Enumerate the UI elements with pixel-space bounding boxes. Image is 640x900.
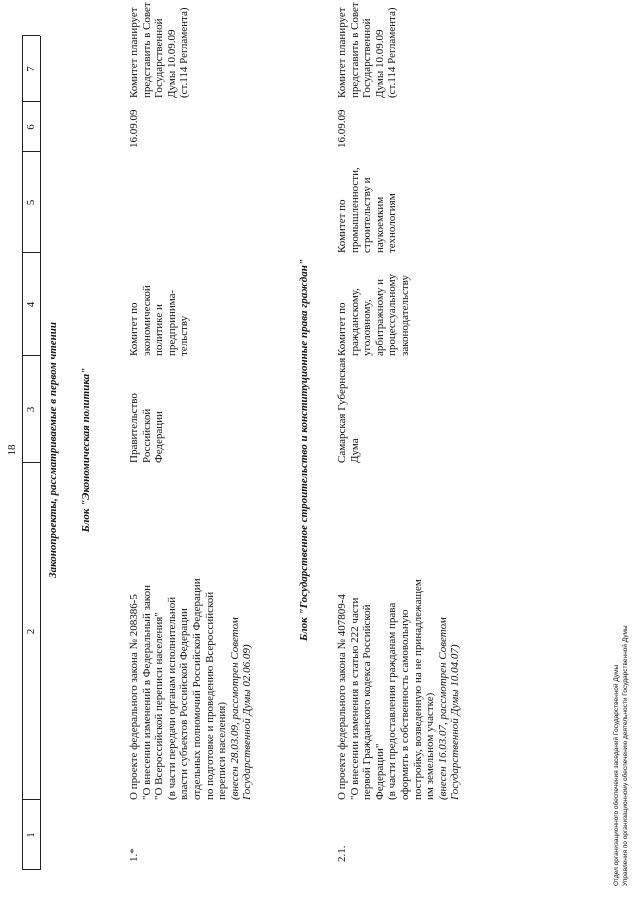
header-cell-1: 1 (25, 832, 37, 838)
section-title: Законопроекты, рассматриваемые в первом чтении (47, 322, 59, 578)
committee-line: экономической (140, 285, 153, 356)
note-line: Комитет планирует (128, 7, 140, 98)
description-line: оформить в собственность самовольную (398, 609, 411, 800)
note-line: Думы 10.09.09 (373, 29, 386, 98)
header-cell-7: 7 (25, 66, 37, 72)
row-description (128, 578, 254, 800)
co-committee-line: промышленности, (348, 167, 361, 253)
row-description (336, 579, 462, 800)
footer-line: Управления по организационному обеспечению деятельности Государственной Думы (622, 625, 629, 886)
note-line: Комитет планирует (336, 7, 348, 98)
committee-line: политике и (153, 304, 166, 356)
header-cell-2: 2 (25, 628, 37, 635)
row-number: 1.* (128, 848, 140, 862)
note-line: (ст.114 Регламента) (386, 7, 399, 98)
block-title-state-building: Блок "Государственное строительство и конституционные права граждан" (298, 259, 310, 641)
committee-line: тельству (178, 315, 191, 356)
header-cell-3: 3 (25, 406, 37, 413)
co-committee-line: Комитет по (336, 199, 348, 253)
committee-line: гражданскому, (348, 288, 361, 356)
submitted-line: Государственной Думы 10.04.07) (449, 644, 462, 800)
header-cell-5: 5 (25, 199, 37, 206)
note-line: Государственной (361, 18, 374, 98)
note-line: представить в Совет (140, 2, 153, 98)
description-line: первой Гражданского кодекса Российской (361, 604, 374, 800)
header-cell-4: 4 (25, 301, 37, 308)
description-line: власти субъектов Российской Федерации (178, 608, 191, 800)
committee-line: законодательству (398, 275, 411, 356)
page-footer (612, 625, 630, 886)
row-date: 16.09.09 (128, 109, 140, 148)
initiator-line: Правительство (128, 393, 140, 463)
description-line: по подготовке и проведению Всероссийской (203, 591, 216, 800)
submitted-line: Государственной Думы 02.06.09) (241, 644, 254, 800)
description-line: им земельном участке) (424, 692, 437, 800)
submitted-line: (внесен 28.03.09, рассмотрен Советом (228, 617, 241, 800)
row-committee (128, 285, 191, 356)
row-note (336, 2, 399, 98)
description-line: отдельных полномочий Российской Федерации (190, 578, 203, 800)
committee-line: предпринима- (165, 289, 178, 356)
row-initiator (336, 358, 361, 463)
note-line: Государственной (153, 18, 166, 98)
row-note (128, 2, 191, 98)
note-line: Думы 10.09.09 (165, 29, 178, 98)
row-initiator (128, 393, 166, 463)
description-line: (в части передачи органам исполнительной (165, 596, 178, 800)
header-cell-6: 6 (25, 124, 37, 130)
page-number: 18 (6, 444, 18, 456)
block-title-economic-policy: Блок "Экономическая политика" (80, 367, 92, 533)
description-line: постройку, возведенную на не принадлежащем (411, 579, 424, 800)
description-line: "О Всероссийской переписи населения" (153, 612, 166, 800)
note-line: представить в Совет (348, 2, 361, 98)
row-co-committee (336, 167, 399, 253)
initiator-line: Дума (348, 438, 361, 463)
description-line: "О внесении изменения в статью 222 части (348, 597, 361, 800)
row-date: 16.09.09 (336, 109, 348, 148)
committee-line: Комитет по (128, 302, 140, 356)
note-line: (ст.114 Регламента) (178, 7, 191, 98)
committee-line: процессуальному (386, 273, 399, 356)
committee-line: уголовному, (361, 299, 374, 356)
description-line: "О внесении изменений в Федеральный закон (140, 585, 153, 800)
committee-line: арбитражному и (373, 278, 386, 356)
co-committee-line: строительству и (361, 177, 374, 253)
initiator-line: Самарская Губернская (336, 357, 348, 463)
committee-line: Комитет по (336, 302, 348, 356)
description-line: О проекте федерального закона № 208386-5 (128, 594, 140, 800)
row-number: 2.1. (336, 845, 348, 862)
co-committee-line: наукоемким (373, 196, 386, 253)
submitted-line: (внесен 16.03.07, рассмотрен Советом (436, 617, 449, 800)
footer-line: Отдел организационного обеспечения заседаний Государственной Думы (613, 664, 620, 886)
description-line: (в части предоставления гражданам права (386, 602, 399, 800)
description-line: переписи населения) (216, 702, 229, 800)
description-line: О проекте федерального закона № 407809-4 (336, 594, 348, 800)
co-committee-line: технологиям (386, 193, 399, 253)
initiator-line: Федерации (153, 411, 166, 463)
initiator-line: Российской (140, 408, 153, 463)
description-line: Федерации" (373, 743, 386, 800)
row-committee (336, 274, 412, 356)
